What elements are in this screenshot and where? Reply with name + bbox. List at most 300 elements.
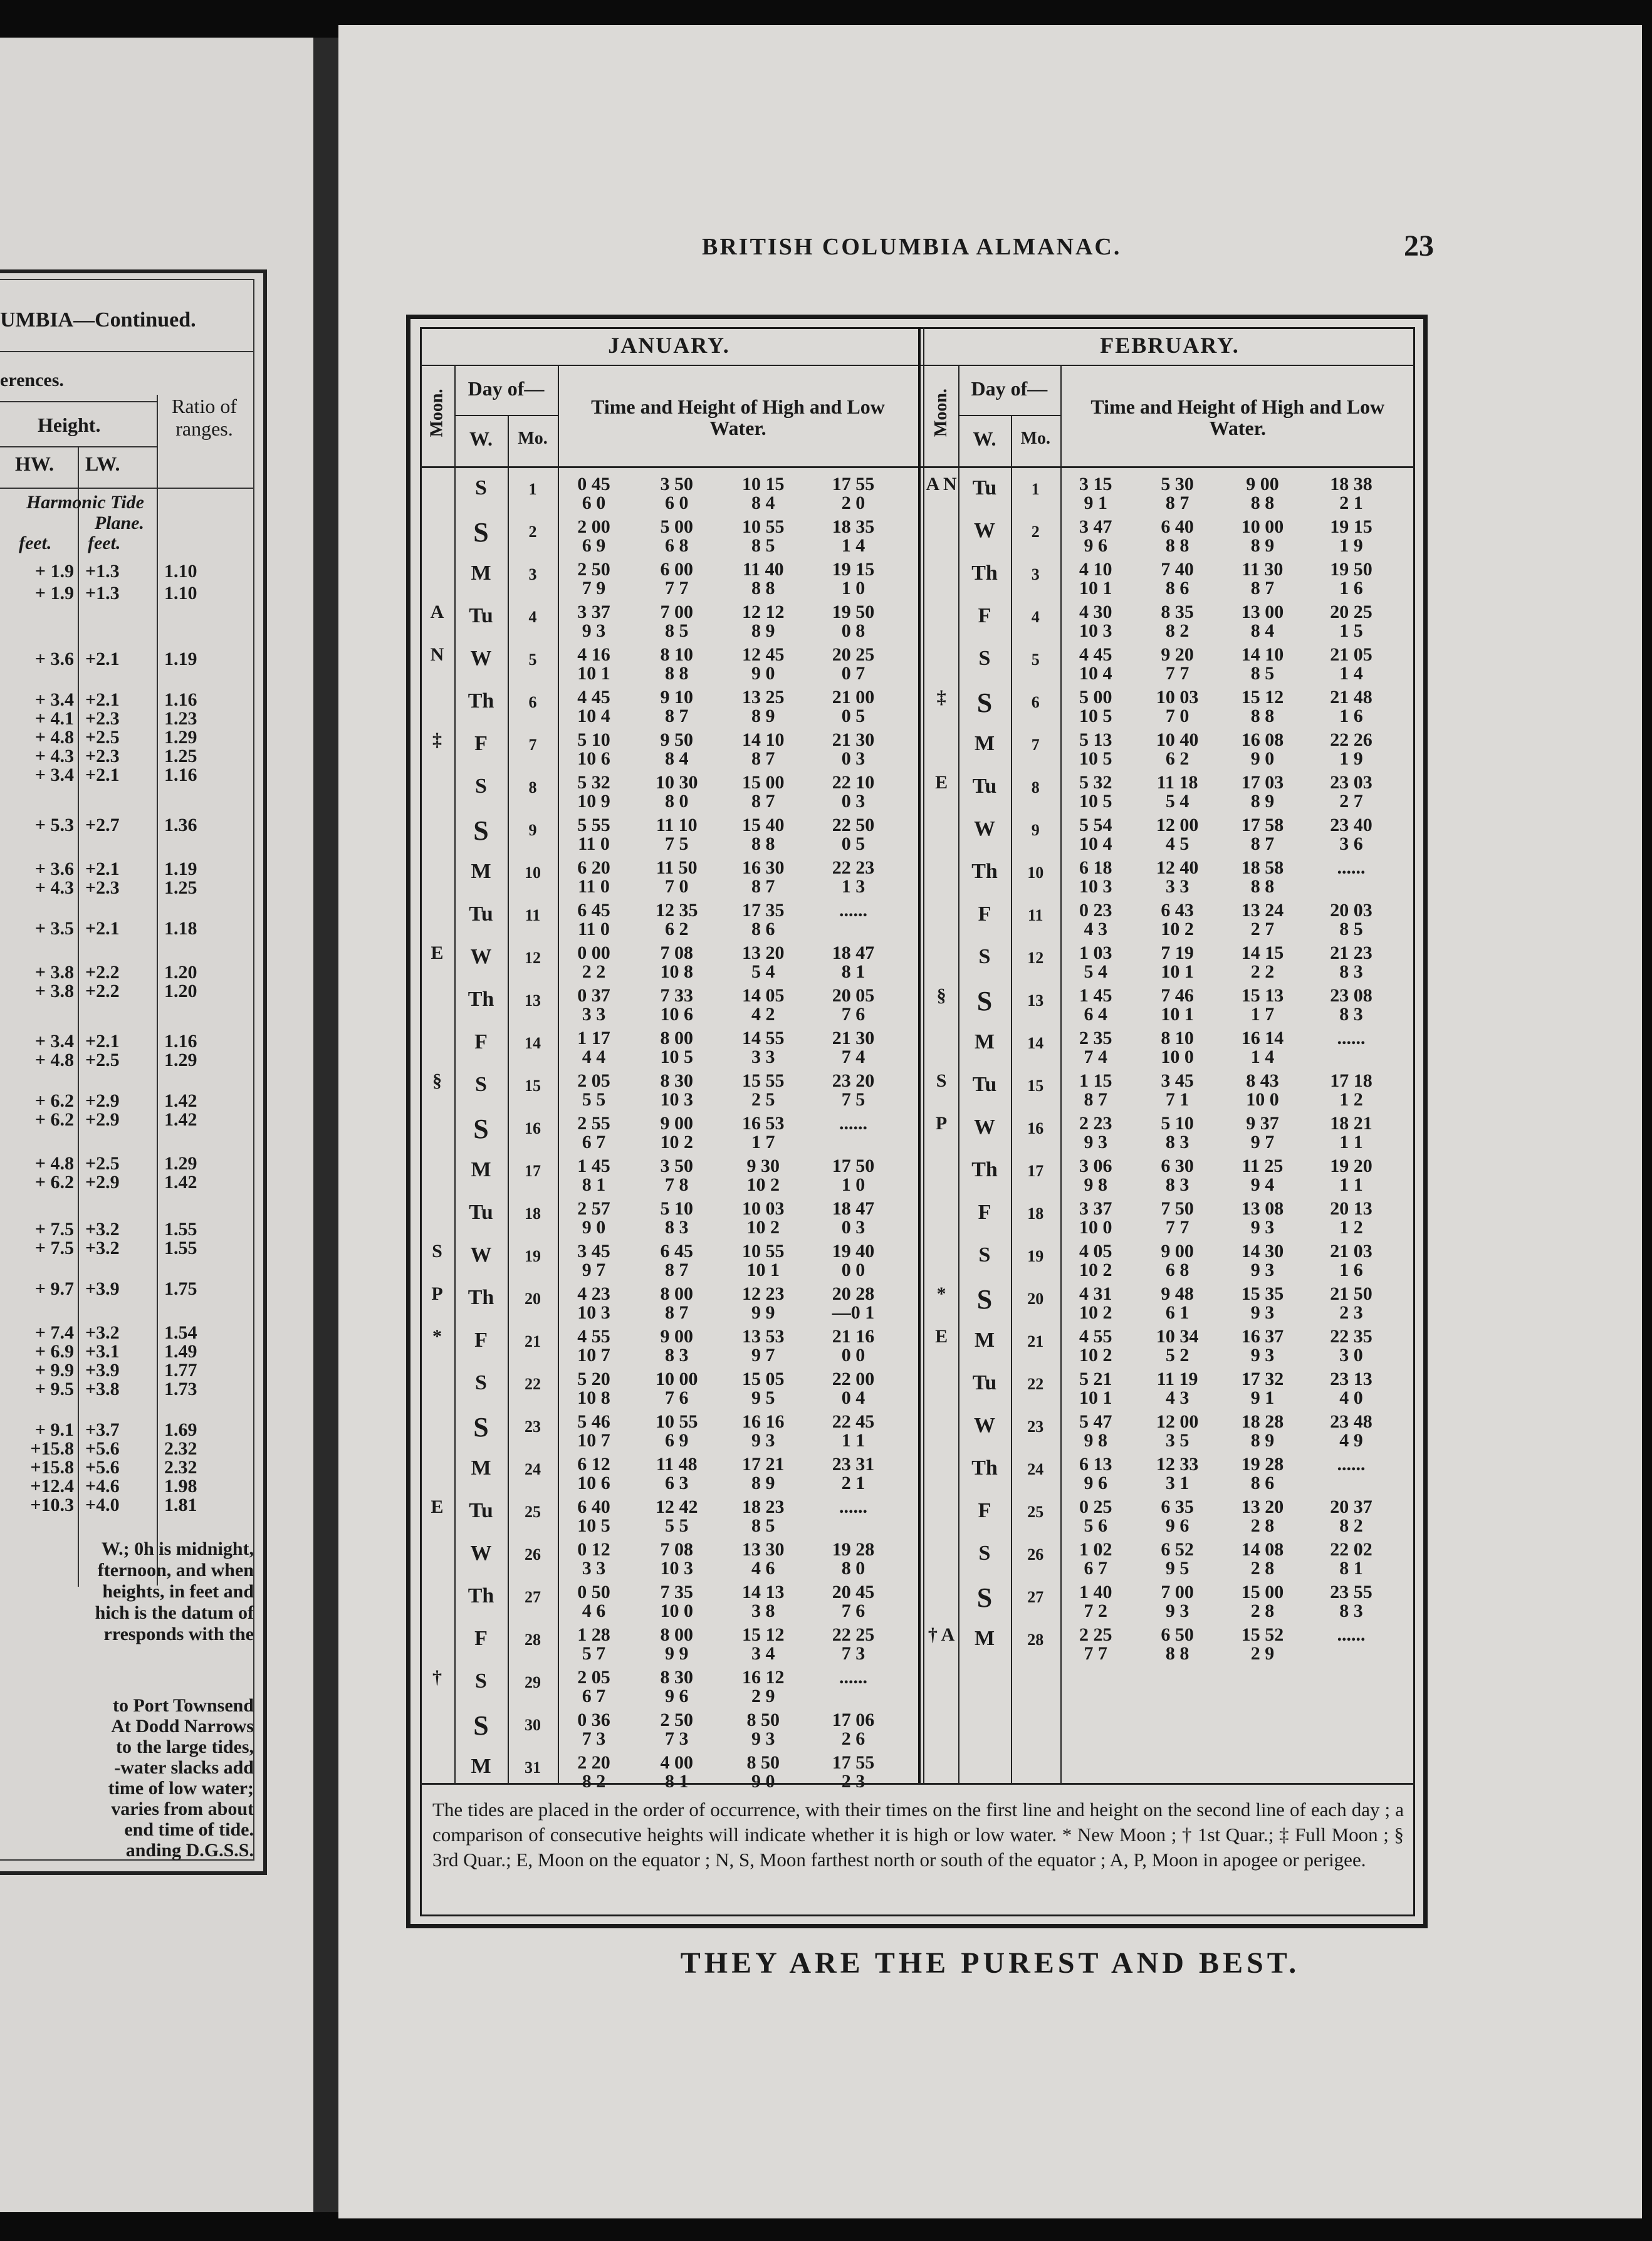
tide-time: 9 30 — [746, 1156, 780, 1176]
tide-time: 2 57 — [577, 1198, 610, 1219]
tide-time: 18 47 — [832, 943, 875, 963]
tide-time: 20 13 — [1330, 1198, 1372, 1219]
tide-height: 10 3 — [1079, 620, 1112, 641]
tide-height: 1 1 — [1339, 1174, 1363, 1195]
tide-time: 10 34 — [1156, 1326, 1199, 1347]
tide-height: 9 8 — [1084, 1174, 1108, 1195]
month-day: 2 — [528, 523, 537, 541]
tide-height: 1 7 — [751, 1132, 775, 1152]
tide-time: 4 30 — [1079, 602, 1112, 622]
weekday: Tu — [469, 1201, 493, 1224]
tide-height: 4 4 — [582, 1047, 606, 1067]
tide-height: 10 1 — [1161, 961, 1194, 982]
tide-time: 12 00 — [1156, 1411, 1199, 1432]
weekday: S — [473, 815, 489, 846]
tide-height: 10 8 — [660, 961, 693, 982]
tide-height: 9 3 — [582, 620, 606, 641]
col-time-label: Time and Height of High and Low Water. — [1090, 395, 1385, 439]
tide-time: 5 10 — [577, 729, 610, 750]
moon-phase: E — [431, 943, 444, 963]
left-row-ratio: 1.10 — [164, 561, 197, 582]
month-day: 20 — [1027, 1290, 1044, 1308]
weekday: M — [471, 860, 491, 883]
left-row-ratio: 1.20 — [164, 962, 197, 983]
tide-time: 17 32 — [1241, 1369, 1284, 1389]
tide-height: 8 0 — [841, 1558, 865, 1579]
tide-time: 6 45 — [660, 1241, 693, 1262]
tide-height: 3 3 — [1165, 876, 1189, 897]
tide-height: 7 3 — [841, 1643, 865, 1664]
tide-time: 13 25 — [742, 687, 785, 708]
weekday: M — [471, 1755, 491, 1778]
weekday: S — [473, 1412, 489, 1443]
weekday: F — [474, 1030, 488, 1053]
tide-time: 17 35 — [742, 900, 785, 921]
tide-time: 22 10 — [832, 772, 875, 793]
tide-time: ...... — [1337, 1028, 1366, 1048]
tide-time: 8 43 — [1246, 1070, 1279, 1091]
tide-height: 5 5 — [665, 1515, 689, 1536]
tide-height: 10 5 — [1079, 791, 1112, 812]
tide-height: 2 2 — [1250, 961, 1275, 982]
weekday: Tu — [972, 1073, 997, 1096]
tide-height: 7 9 — [582, 578, 606, 598]
weekday: M — [471, 1158, 491, 1181]
tide-height: 7 7 — [665, 578, 689, 598]
left-row-ratio: 2.32 — [164, 1457, 197, 1478]
tide-height: 9 1 — [1250, 1387, 1275, 1408]
tide-height: 9 6 — [1084, 535, 1108, 556]
tide-time: 11 30 — [1242, 559, 1283, 580]
tide-time: 23 55 — [1330, 1582, 1372, 1602]
tide-height: 7 6 — [841, 1601, 865, 1621]
left-col-ratio: Ratio of ranges. — [172, 395, 237, 440]
weekday: Tu — [469, 902, 493, 926]
tide-height: 8 6 — [1165, 578, 1189, 598]
tide-time: 5 47 — [1079, 1411, 1112, 1432]
slogan: THEY ARE THE PUREST AND BEST. — [680, 1946, 1300, 1980]
tide-height: 8 7 — [751, 876, 775, 897]
tide-height: 2 5 — [751, 1089, 775, 1110]
tide-time: 21 03 — [1330, 1241, 1372, 1262]
tide-time: 9 00 — [1246, 474, 1279, 494]
tide-height: 5 4 — [1165, 791, 1189, 812]
tide-height: 3 5 — [1165, 1430, 1189, 1451]
left-row-ratio: 1.81 — [164, 1495, 197, 1515]
tide-height: 8 4 — [665, 748, 689, 769]
left-row-hw: + 3.6 — [34, 649, 74, 669]
tide-time: 8 00 — [660, 1624, 693, 1645]
left-row-lw: +2.1 — [85, 649, 120, 669]
tide-time: 4 55 — [577, 1326, 610, 1347]
left-row-ratio: 1.16 — [164, 1031, 197, 1052]
left-row-hw: + 6.2 — [34, 1172, 74, 1193]
tide-height: 4 6 — [582, 1601, 606, 1621]
tide-time: 4 10 — [1079, 559, 1112, 580]
left-row-lw: +2.1 — [85, 859, 120, 879]
left-note-line: time of low water; — [108, 1778, 254, 1799]
left-row-lw: +3.2 — [85, 1238, 120, 1258]
tide-time: 23 20 — [832, 1070, 875, 1091]
tide-height: 10 1 — [1161, 1004, 1194, 1025]
tide-time: 8 50 — [746, 1752, 780, 1773]
tide-time: 9 37 — [1246, 1113, 1279, 1134]
tide-height: 9 0 — [582, 1217, 606, 1238]
left-row-hw: + 7.5 — [34, 1238, 74, 1258]
tide-time: 2 35 — [1079, 1028, 1112, 1048]
left-row-hw: + 5.3 — [34, 815, 74, 835]
tide-height: 7 0 — [1165, 706, 1189, 726]
tide-time: 6 43 — [1161, 900, 1194, 921]
tide-time: 4 45 — [1079, 644, 1112, 665]
left-row-hw: +15.8 — [30, 1457, 74, 1478]
tide-height: 3 3 — [751, 1047, 775, 1067]
tide-time: 7 46 — [1161, 985, 1194, 1006]
tide-time: 16 16 — [742, 1411, 785, 1432]
tide-time: 14 05 — [742, 985, 785, 1006]
tide-height: 3 1 — [1165, 1473, 1189, 1493]
month-day: 16 — [1027, 1119, 1044, 1137]
tide-time: 10 55 — [742, 1241, 785, 1262]
tide-height: 7 6 — [841, 1004, 865, 1025]
tide-time: 17 55 — [832, 1752, 875, 1773]
tide-time: 3 50 — [660, 474, 693, 494]
tide-height: 10 4 — [1079, 663, 1112, 684]
month-day: 19 — [525, 1247, 541, 1265]
tide-time: 15 00 — [1241, 1582, 1284, 1602]
tide-height: 6 0 — [665, 493, 689, 513]
tide-time: 23 40 — [1330, 815, 1372, 835]
tide-height: 7 7 — [1165, 663, 1189, 684]
header-line-top — [420, 365, 1415, 366]
tide-height: 8 8 — [1165, 1643, 1189, 1664]
tide-time: 16 37 — [1241, 1326, 1284, 1347]
tide-time: 1 15 — [1079, 1070, 1112, 1091]
tide-time: 10 55 — [742, 516, 785, 537]
tide-time: 15 12 — [742, 1624, 785, 1645]
left-row-lw: +3.9 — [85, 1278, 120, 1299]
tide-height: 10 2 — [746, 1217, 780, 1238]
tide-height: 5 2 — [1165, 1345, 1189, 1366]
tide-height: —0 1 — [832, 1302, 875, 1323]
tide-time: 21 30 — [832, 1028, 875, 1048]
col-time-label: Time and Height of High and Low Water. — [591, 395, 885, 439]
tide-time: 8 50 — [746, 1710, 780, 1730]
tide-height: 8 4 — [751, 493, 775, 513]
tide-height: 6 8 — [1165, 1260, 1189, 1280]
tide-time: 15 12 — [1241, 687, 1284, 708]
tide-time: 2 25 — [1079, 1624, 1112, 1645]
tide-time: 2 50 — [660, 1710, 693, 1730]
tide-height: 1 3 — [841, 876, 865, 897]
tide-time: 19 15 — [1330, 516, 1372, 537]
tide-time: 7 00 — [1161, 1582, 1194, 1602]
weekday: W — [974, 1414, 995, 1437]
left-row-hw: + 3.6 — [34, 859, 74, 879]
tide-height: 9 7 — [1250, 1132, 1275, 1152]
tide-time: 3 45 — [1161, 1070, 1194, 1091]
left-row-ratio: 1.73 — [164, 1379, 197, 1399]
tide-height: 8 5 — [1339, 919, 1363, 939]
left-row-ratio: 1.10 — [164, 583, 197, 603]
tide-time: 6 13 — [1079, 1454, 1112, 1475]
tide-time: 5 32 — [577, 772, 610, 793]
month-day: 14 — [1027, 1034, 1044, 1052]
month-day: 8 — [1031, 778, 1040, 797]
tide-time: 9 10 — [660, 687, 693, 708]
tide-height: 0 4 — [841, 1387, 865, 1408]
left-row-hw: + 6.2 — [34, 1109, 74, 1130]
tide-time: 4 45 — [577, 687, 610, 708]
left-row-hw: + 1.9 — [34, 561, 74, 582]
left-note-line: to the large tides, — [116, 1737, 254, 1757]
tide-time: 1 17 — [577, 1028, 610, 1048]
left-row-lw: +4.6 — [85, 1476, 120, 1497]
tide-time: 5 00 — [660, 516, 693, 537]
tide-height: 11 0 — [578, 833, 610, 854]
tide-height: 9 3 — [751, 1430, 775, 1451]
tide-height: 8 0 — [665, 791, 689, 812]
tide-height: 8 7 — [1084, 1089, 1108, 1110]
tide-height: 4 3 — [1084, 919, 1108, 939]
month-day: 26 — [525, 1545, 541, 1564]
month-day: 30 — [525, 1716, 541, 1734]
tide-height: 9 6 — [1165, 1515, 1189, 1536]
tide-time: 0 25 — [1079, 1497, 1112, 1517]
left-row-ratio: 1.25 — [164, 746, 197, 766]
month-day: 17 — [525, 1162, 541, 1180]
tide-time: 9 00 — [1161, 1241, 1194, 1262]
weekday: S — [978, 945, 991, 968]
tide-height: 8 3 — [665, 1217, 689, 1238]
tide-time: 12 35 — [656, 900, 698, 921]
tide-time: 5 32 — [1079, 772, 1112, 793]
left-row-hw: +15.8 — [30, 1438, 74, 1459]
tide-time: 23 08 — [1330, 985, 1372, 1006]
tide-height: 6 4 — [1084, 1004, 1108, 1025]
tide-height: 8 7 — [751, 791, 775, 812]
tide-time: 22 50 — [832, 815, 875, 835]
tide-height: 9 3 — [1165, 1601, 1189, 1621]
tide-height: 8 9 — [1250, 1430, 1275, 1451]
tide-height: 8 3 — [1165, 1174, 1189, 1195]
weekday: S — [475, 1669, 487, 1693]
tide-height: 3 6 — [1339, 833, 1363, 854]
tide-time: 6 50 — [1161, 1624, 1194, 1645]
tide-height: 4 3 — [1165, 1387, 1189, 1408]
tide-height: 10 2 — [1079, 1345, 1112, 1366]
tide-time: ...... — [839, 900, 867, 921]
tide-height: 6 9 — [582, 535, 606, 556]
left-row-lw: +2.3 — [85, 877, 120, 898]
tide-height: 6 7 — [582, 1132, 606, 1152]
left-row-hw: + 1.9 — [34, 583, 74, 603]
left-row-ratio: 1.29 — [164, 727, 197, 748]
tide-height: 10 9 — [577, 791, 610, 812]
month-day: 2 — [1031, 523, 1040, 541]
tide-height: 2 1 — [841, 1473, 865, 1493]
tide-height: 5 7 — [582, 1643, 606, 1664]
tide-time: 15 05 — [742, 1369, 785, 1389]
left-row-hw: + 6.2 — [34, 1090, 74, 1111]
month-day: 6 — [1031, 693, 1040, 711]
tide-time: 11 18 — [1156, 772, 1198, 793]
tide-time: 6 40 — [1161, 516, 1194, 537]
tide-height: 0 5 — [841, 706, 865, 726]
moon-phase: P — [935, 1113, 948, 1134]
month-day: 29 — [525, 1673, 541, 1691]
month-day: 11 — [525, 906, 541, 924]
tide-time: 21 50 — [1330, 1283, 1372, 1304]
left-row-hw: + 4.1 — [34, 708, 74, 729]
left-row-ratio: 1.19 — [164, 649, 197, 669]
tide-height: 7 5 — [841, 1089, 865, 1110]
moon-phase: ‡ — [936, 687, 946, 708]
tide-height: 1 7 — [1250, 1004, 1275, 1025]
left-note-line: anding D.G.S.S. — [125, 1840, 254, 1861]
tide-height: 8 1 — [1339, 1558, 1363, 1579]
tide-height: 7 7 — [1084, 1643, 1108, 1664]
tide-time: 0 23 — [1079, 900, 1112, 921]
weekday: Th — [971, 1158, 998, 1181]
month-day: 18 — [525, 1204, 541, 1223]
tide-time: 12 40 — [1156, 857, 1199, 878]
month-title: FEBRUARY. — [1100, 333, 1240, 358]
tide-time: 23 31 — [832, 1454, 875, 1475]
left-row-hw: +10.3 — [30, 1495, 74, 1515]
tide-time: 19 28 — [1241, 1454, 1284, 1475]
book-gutter — [313, 38, 338, 2212]
tide-time: 2 20 — [577, 1752, 610, 1773]
moon-phase: * — [432, 1326, 442, 1347]
tide-time: 5 55 — [577, 815, 610, 835]
weekday: F — [978, 1499, 991, 1522]
tide-time: 9 00 — [660, 1113, 693, 1134]
left-note-line: W.; 0h is midnight, — [101, 1538, 254, 1559]
tide-time: 22 00 — [832, 1369, 875, 1389]
tide-time: 21 30 — [832, 729, 875, 750]
weekday: F — [474, 732, 488, 755]
month-day: 20 — [525, 1290, 541, 1308]
left-row-ratio: 1.98 — [164, 1476, 197, 1497]
tide-time: 13 00 — [1241, 602, 1284, 622]
month-day: 5 — [1031, 650, 1040, 669]
tide-time: 3 37 — [1079, 1198, 1112, 1219]
tide-height: 8 3 — [665, 1345, 689, 1366]
tide-time: 18 38 — [1330, 474, 1372, 494]
moon-phase: S — [936, 1070, 947, 1091]
tide-height: 2 6 — [841, 1728, 865, 1749]
tide-height: 1 6 — [1339, 706, 1363, 726]
moon-phase: S — [432, 1241, 442, 1262]
col-w-label: W. — [973, 427, 996, 450]
left-row-hw: + 9.9 — [34, 1360, 74, 1381]
weekday: S — [976, 986, 993, 1016]
tide-height: 3 0 — [1339, 1345, 1363, 1366]
weekday: S — [473, 1114, 489, 1144]
month-day: 28 — [1027, 1631, 1044, 1649]
left-row-lw: +2.2 — [85, 962, 120, 983]
month-day: 25 — [525, 1503, 541, 1521]
left-row-hw: + 4.8 — [34, 1050, 74, 1070]
left-row-hw: + 4.3 — [34, 746, 74, 766]
month-day: 9 — [1031, 821, 1040, 839]
weekday: S — [978, 647, 991, 670]
left-row-hw: + 3.4 — [34, 765, 74, 785]
weekday: Th — [971, 860, 998, 883]
tide-height: 8 6 — [1250, 1473, 1275, 1493]
tide-time: 7 00 — [660, 602, 693, 622]
weekday: F — [978, 604, 991, 627]
tide-height: 8 5 — [1250, 663, 1275, 684]
weekday: Tu — [469, 604, 493, 627]
tide-time: 18 47 — [832, 1198, 875, 1219]
tide-height: 10 0 — [1079, 1217, 1112, 1238]
tide-time: 9 20 — [1161, 644, 1194, 665]
left-row-lw: +3.7 — [85, 1419, 120, 1440]
tide-time: 5 10 — [660, 1198, 693, 1219]
left-row-hw: + 6.9 — [34, 1341, 74, 1362]
tide-height: 1 6 — [1339, 578, 1363, 598]
tide-time: 11 48 — [656, 1454, 698, 1475]
tide-height: 7 4 — [1084, 1047, 1108, 1067]
tide-height: 8 3 — [1339, 1004, 1363, 1025]
left-row-hw: + 3.4 — [34, 1031, 74, 1052]
tide-time: 14 08 — [1241, 1539, 1284, 1560]
left-row-lw: +2.9 — [85, 1109, 120, 1130]
tide-height: 8 8 — [751, 833, 775, 854]
weekday: W — [974, 817, 995, 840]
tide-time: 9 50 — [660, 729, 693, 750]
tide-time: ...... — [839, 1667, 867, 1688]
tide-time: 7 35 — [660, 1582, 693, 1602]
month-day: 5 — [528, 650, 537, 669]
tide-time: ...... — [1337, 1454, 1366, 1475]
tide-time: 7 19 — [1161, 943, 1194, 963]
left-note-line: At Dodd Narrows — [111, 1716, 254, 1737]
tide-height: 2 1 — [1339, 493, 1363, 513]
tide-height: 8 8 — [1250, 876, 1275, 897]
left-row-ratio: 1.49 — [164, 1341, 197, 1362]
tide-time: 20 03 — [1330, 900, 1372, 921]
tide-time: 11 19 — [1156, 1369, 1198, 1389]
left-row-hw: + 4.8 — [34, 1153, 74, 1174]
tide-height: 10 2 — [746, 1174, 780, 1195]
tide-time: 7 40 — [1161, 559, 1194, 580]
left-row-lw: +2.7 — [85, 815, 120, 835]
tide-time: 10 00 — [656, 1369, 698, 1389]
left-note-line: fternoon, and when — [97, 1560, 254, 1580]
tide-height: 10 4 — [577, 706, 610, 726]
tide-time: 18 58 — [1241, 857, 1284, 878]
tide-time: 22 25 — [832, 1624, 875, 1645]
tide-time: 21 00 — [832, 687, 875, 708]
month-day: 23 — [525, 1418, 541, 1436]
moon-phase: A N — [926, 474, 957, 494]
left-row-hw: + 3.8 — [34, 962, 74, 983]
left-note-line: end time of tide. — [124, 1819, 254, 1840]
left-row-hw: + 7.4 — [34, 1322, 74, 1343]
weekday: F — [474, 1627, 488, 1650]
tide-height: 7 1 — [1165, 1089, 1189, 1110]
moon-phase: P — [431, 1283, 443, 1304]
month-day: 12 — [525, 949, 541, 967]
tide-time: 12 00 — [1156, 815, 1199, 835]
tide-height: 8 9 — [751, 706, 775, 726]
tide-height: 9 3 — [1250, 1260, 1275, 1280]
month-day: 13 — [525, 991, 541, 1010]
tide-time: ...... — [839, 1113, 867, 1134]
